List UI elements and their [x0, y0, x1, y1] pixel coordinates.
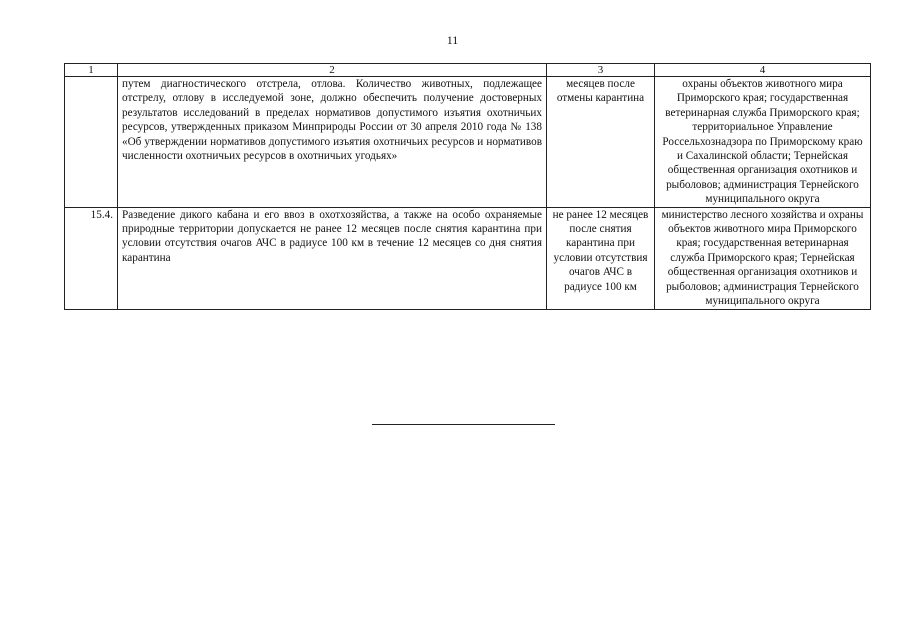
responsible-cell: министерство лесного хозяйства и охраны объектов животного мира Приморского края; государственная ветеринарная служба Приморского края; Тернейская общественная организация охотников и рыболовов; администрация Тернейского муниципального округа — [655, 207, 871, 309]
column-header-4: 4 — [655, 64, 871, 77]
row-number-cell: 15.4. — [65, 207, 118, 309]
row-number-cell — [65, 77, 118, 208]
table-row — [65, 77, 871, 208]
page-number: 11 — [446, 33, 459, 47]
column-header-1: 1 — [65, 64, 118, 77]
measure-cell: Разведение дикого кабана и его ввоз в охотхозяйства, а также на особо охраняемые природные территории допускается не ранее 12 месяцев после снятия карантина при условии отсутствия очагов АЧС в радиусе 100 км в течение 12 месяцев со дня снятия карантина — [118, 207, 547, 309]
table-row — [65, 207, 871, 309]
measures-table — [64, 63, 871, 310]
table-header-row — [65, 64, 871, 77]
column-header-3: 3 — [547, 64, 655, 77]
measure-cell: путем диагностического отстрела, отлова. Количество животных, подлежащее отстрелу, отлову в исследуемой зоне, должно обеспечить получение достоверных результатов исследований в пределах нормативов допустимого изъятия охотничьих ресурсов, утвержденных приказом Минприроды России от 30 апреля 2010 года № 138 «Об утверждении нормативов допустимого изъятия охотничьих ресурсов и нормативов численности охотничьих ресурсов в охотничьих угодьях» — [118, 77, 547, 208]
term-cell: месяцев после отмены карантина — [547, 77, 655, 208]
column-header-2: 2 — [118, 64, 547, 77]
responsible-cell: охраны объектов животного мира Приморского края; государственная ветеринарная служба Приморского края; территориальное Управление Россельхознадзора по Приморскому краю и Сахалинской области; Тернейская общественная организация охотников и рыболовов; администрация Тернейского муниципального округа — [655, 77, 871, 208]
document-end-line — [372, 424, 555, 425]
term-cell: не ранее 12 месяцев после снятия карантина при условии отсутствия очагов АЧС в радиусе 100 км — [547, 207, 655, 309]
